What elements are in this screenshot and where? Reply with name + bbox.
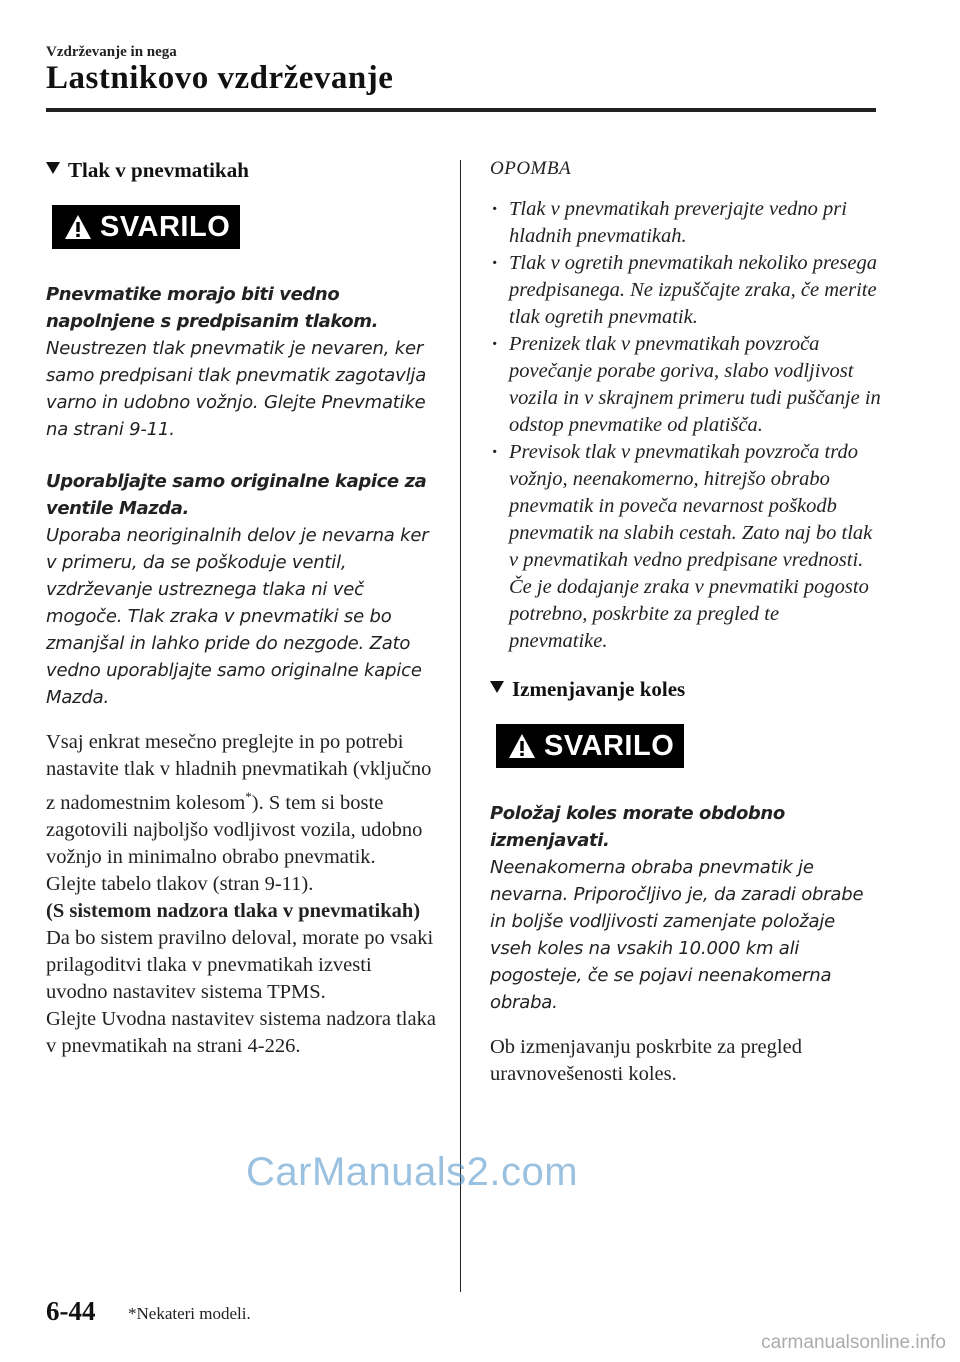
note-item: · Tlak v ogretih pnevmatikah nekoliko presega predpisanega. Ne izpuščajte zraka, če merite tlak ogretih pnevmatik. xyxy=(490,250,882,331)
page-number: 6-44 xyxy=(46,1296,96,1326)
section-heading-text: Tlak v pnevmatikah xyxy=(68,158,249,182)
header-rule xyxy=(46,108,876,112)
warning-title: Uporabljajte samo originalne kapice za ventile Mazda. xyxy=(46,471,427,519)
footnote-marker: * xyxy=(245,789,252,804)
triangle-bullet-icon xyxy=(490,681,504,693)
note-list xyxy=(490,196,882,655)
warning-label: SVARILO xyxy=(100,210,231,243)
warning-triangle-icon xyxy=(64,214,92,240)
page-reference: Glejte tabelo tlakov (stran 9-11). xyxy=(46,872,314,895)
body-paragraph: Ob izmenjavanju poskrbite za pregled uravnovešenosti koles. xyxy=(490,1036,802,1085)
page-title: Lastnikovo vzdrževanje xyxy=(46,60,394,96)
section-heading-wheel-rotation xyxy=(490,677,882,702)
column-divider xyxy=(460,160,461,1292)
note-item: · Previsok tlak v pnevmatikah povzroča trdo vožnjo, neenakomerno, hitrejšo obrabo pnevmatik in poveča nevarnost poškodb pnevmatik na slabih cestah. Zato naj bo tlak v pnevmatikah vedno predpisane vrednosti. Če je dodajanje zraka v pnevmatiki pogosto potrebno, poskrbite za pregled te pnevmatike. xyxy=(490,439,882,655)
right-column xyxy=(490,158,882,1088)
body-paragraph: Da bo sistem pravilno deloval, morate po vsaki prilagoditvi tlaka v pnevmatikah izvesti uvodno nastavitev sistema TPMS. xyxy=(46,926,434,1003)
section-heading-text: Izmenjavanje koles xyxy=(512,677,686,701)
watermark: CarManuals2.com xyxy=(246,1150,579,1194)
breadcrumb: Vzdrževanje in nega xyxy=(46,44,177,60)
footnote: *Nekateri modeli. xyxy=(128,1304,251,1323)
warning-label: SVARILO xyxy=(544,729,675,762)
note-item: · Prenizek tlak v pnevmatikah povzroča povečanje porabe goriva, slabo vodljivost vozila in v skrajnem primeru tudi puščanje in odstop pnevmatike od platišča. xyxy=(490,331,882,439)
warning-triangle-icon xyxy=(508,733,536,759)
warning-text: Neustrezen tlak pnevmatik je nevaren, ker samo predpisani tlak pnevmatik zagotavlja varno in udobno vožnjo. Glejte Pnevmatike na strani 9-11. xyxy=(46,338,427,440)
watermark: carmanualsonline.info xyxy=(761,1332,946,1353)
warning-badge xyxy=(52,205,240,249)
warning-text: Neenakomerna obraba pnevmatik je nevarna. Priporočljivo je, da zaradi obrabe in boljše vodljivosti zamenjate položaje vseh koles na vsakih 10.000 km ali pogosteje, če se pojavi neenakomerna obraba. xyxy=(490,857,864,1013)
section-heading-tire-pressure xyxy=(46,158,438,183)
triangle-bullet-icon xyxy=(46,162,60,174)
warning-text: Uporaba neoriginalnih delov je nevarna ker v primeru, da se poškoduje ventil, vzdrževanje ustreznega tlaka ni več mogoče. Tlak zraka v pnevmatiki se bo zmanjšal in lahko pride do nezgode. Zato vedno uporabljajte samo originalne kapice Mazda. xyxy=(46,525,429,708)
left-column xyxy=(46,158,438,1060)
body-paragraph: Vsaj enkrat mesečno preglejte in po potrebi nastavite tlak v hladnih pnevmatikah (vključno z nadomestnim kolesom*). S tem si boste zagotovili najboljšo vodljivost vozila, udobno vožnjo in minimalno obrabo pnevmatik. xyxy=(46,731,432,868)
note-item: · Tlak v pnevmatikah preverjajte vedno pri hladnih pnevmatikah. xyxy=(490,196,882,250)
warning-badge xyxy=(496,724,684,768)
warning-title: Položaj koles morate obdobno izmenjavati. xyxy=(490,803,785,851)
page-reference: Glejte Uvodna nastavitev sistema nadzora tlaka v pnevmatikah na strani 4-226. xyxy=(46,1007,436,1057)
subheading: (S sistemom nadzora tlaka v pnevmatikah) xyxy=(46,899,421,922)
warning-title: Pnevmatike morajo biti vedno napolnjene s predpisanim tlakom. xyxy=(46,284,379,332)
note-label: OPOMBA xyxy=(490,158,572,179)
